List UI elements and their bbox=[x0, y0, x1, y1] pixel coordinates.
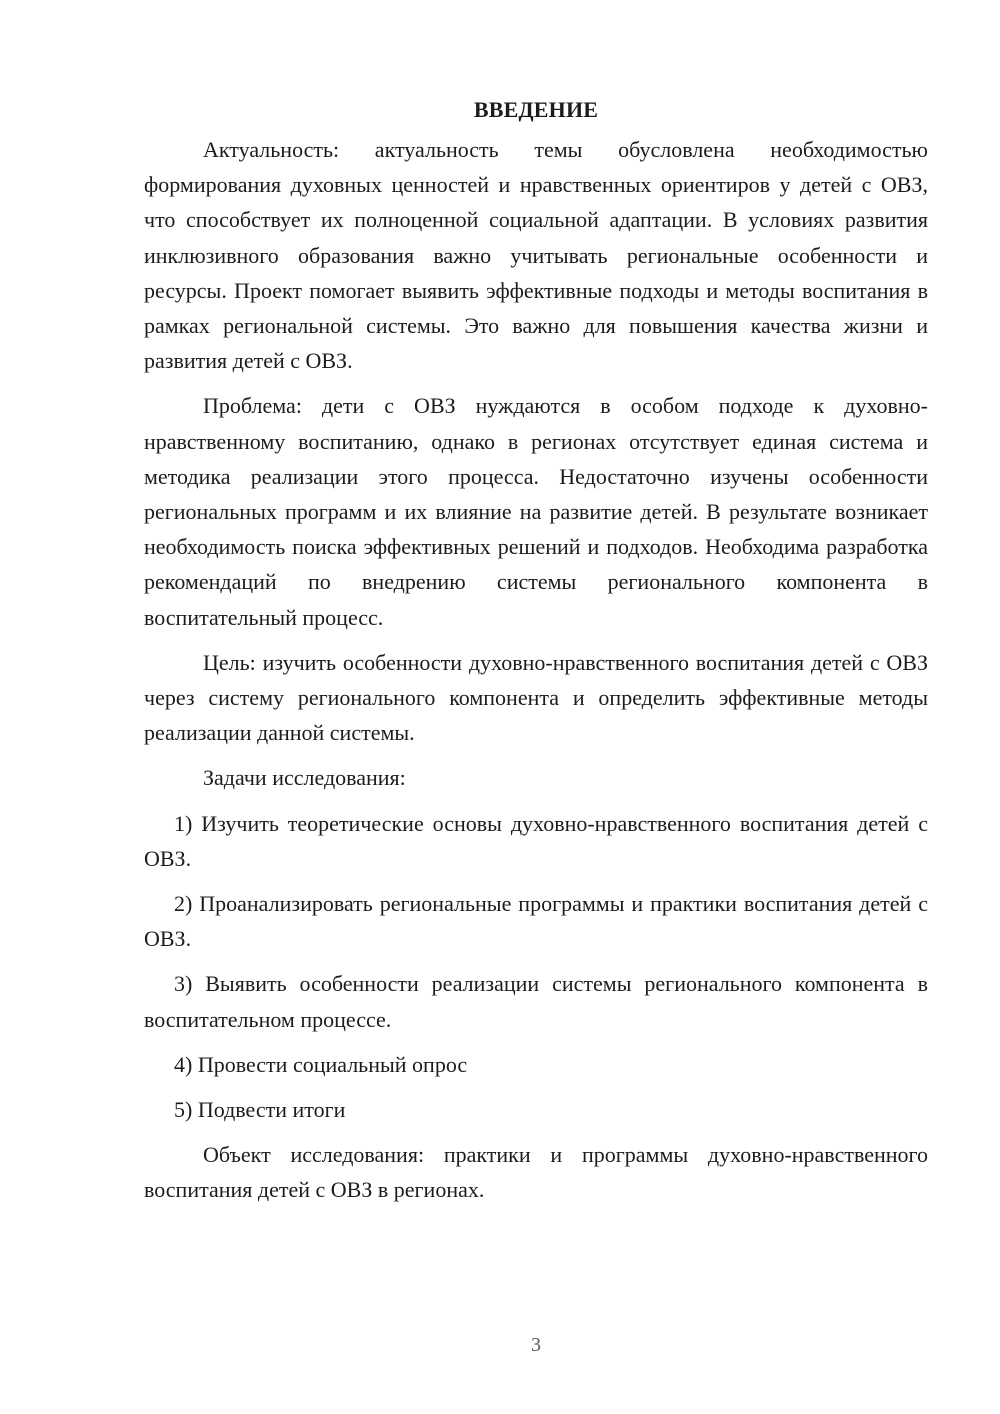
object-paragraph: Объект исследования: практики и программы духовно-нравственного воспитания детей с ОВЗ в регионах. bbox=[144, 1142, 928, 1203]
task-item-2: 2) Проанализировать региональные программы и практики воспитания детей с ОВЗ. bbox=[144, 891, 928, 952]
goal-paragraph: Цель: изучить особенности духовно-нравственного воспитания детей с ОВЗ через систему регионального компонента и определить эффективные методы реализации данной системы. bbox=[144, 649, 928, 746]
page-content bbox=[144, 92, 928, 1218]
task-item-1: 1) Изучить теоретические основы духовно-нравственного воспитания детей с ОВЗ. bbox=[144, 810, 928, 871]
tasks-heading: Задачи исследования: bbox=[203, 765, 406, 791]
relevance-paragraph: Актуальность: актуальность темы обусловлена необходимостью формирования духовных ценностей и нравственных ориентиров у детей с ОВЗ, что способствует их полноценной социальной адаптации. В условиях развития инклюзивного образования важно учитывать региональные особенности и ресурсы. Проект помогает выявить эффективные подходы и методы воспитания в рамках региональной системы. Это важно для повышения качества жизни и развития детей с ОВЗ. bbox=[144, 137, 928, 374]
task-item-3: 3) Выявить особенности реализации системы регионального компонента в воспитательном процессе. bbox=[144, 971, 928, 1032]
task-item-5: 5) Подвести итоги bbox=[174, 1097, 346, 1123]
task-item-4: 4) Провести социальный опрос bbox=[174, 1051, 468, 1077]
page-number: 3 bbox=[531, 1334, 541, 1356]
problem-paragraph: Проблема: дети с ОВЗ нуждаются в особом подходе к духовно-нравственному воспитанию, однако в регионах отсутствует единая система и методика реализации этого процесса. Недостаточно изучены особенности региональных программ и их влияние на развитие детей. В результате возникает необходимость поиска эффективных решений и подходов. Необходима разработка рекомендаций по внедрению системы регионального компонента в воспитательный процесс. bbox=[144, 393, 928, 630]
section-title: ВВЕДЕНИЕ bbox=[473, 97, 599, 122]
